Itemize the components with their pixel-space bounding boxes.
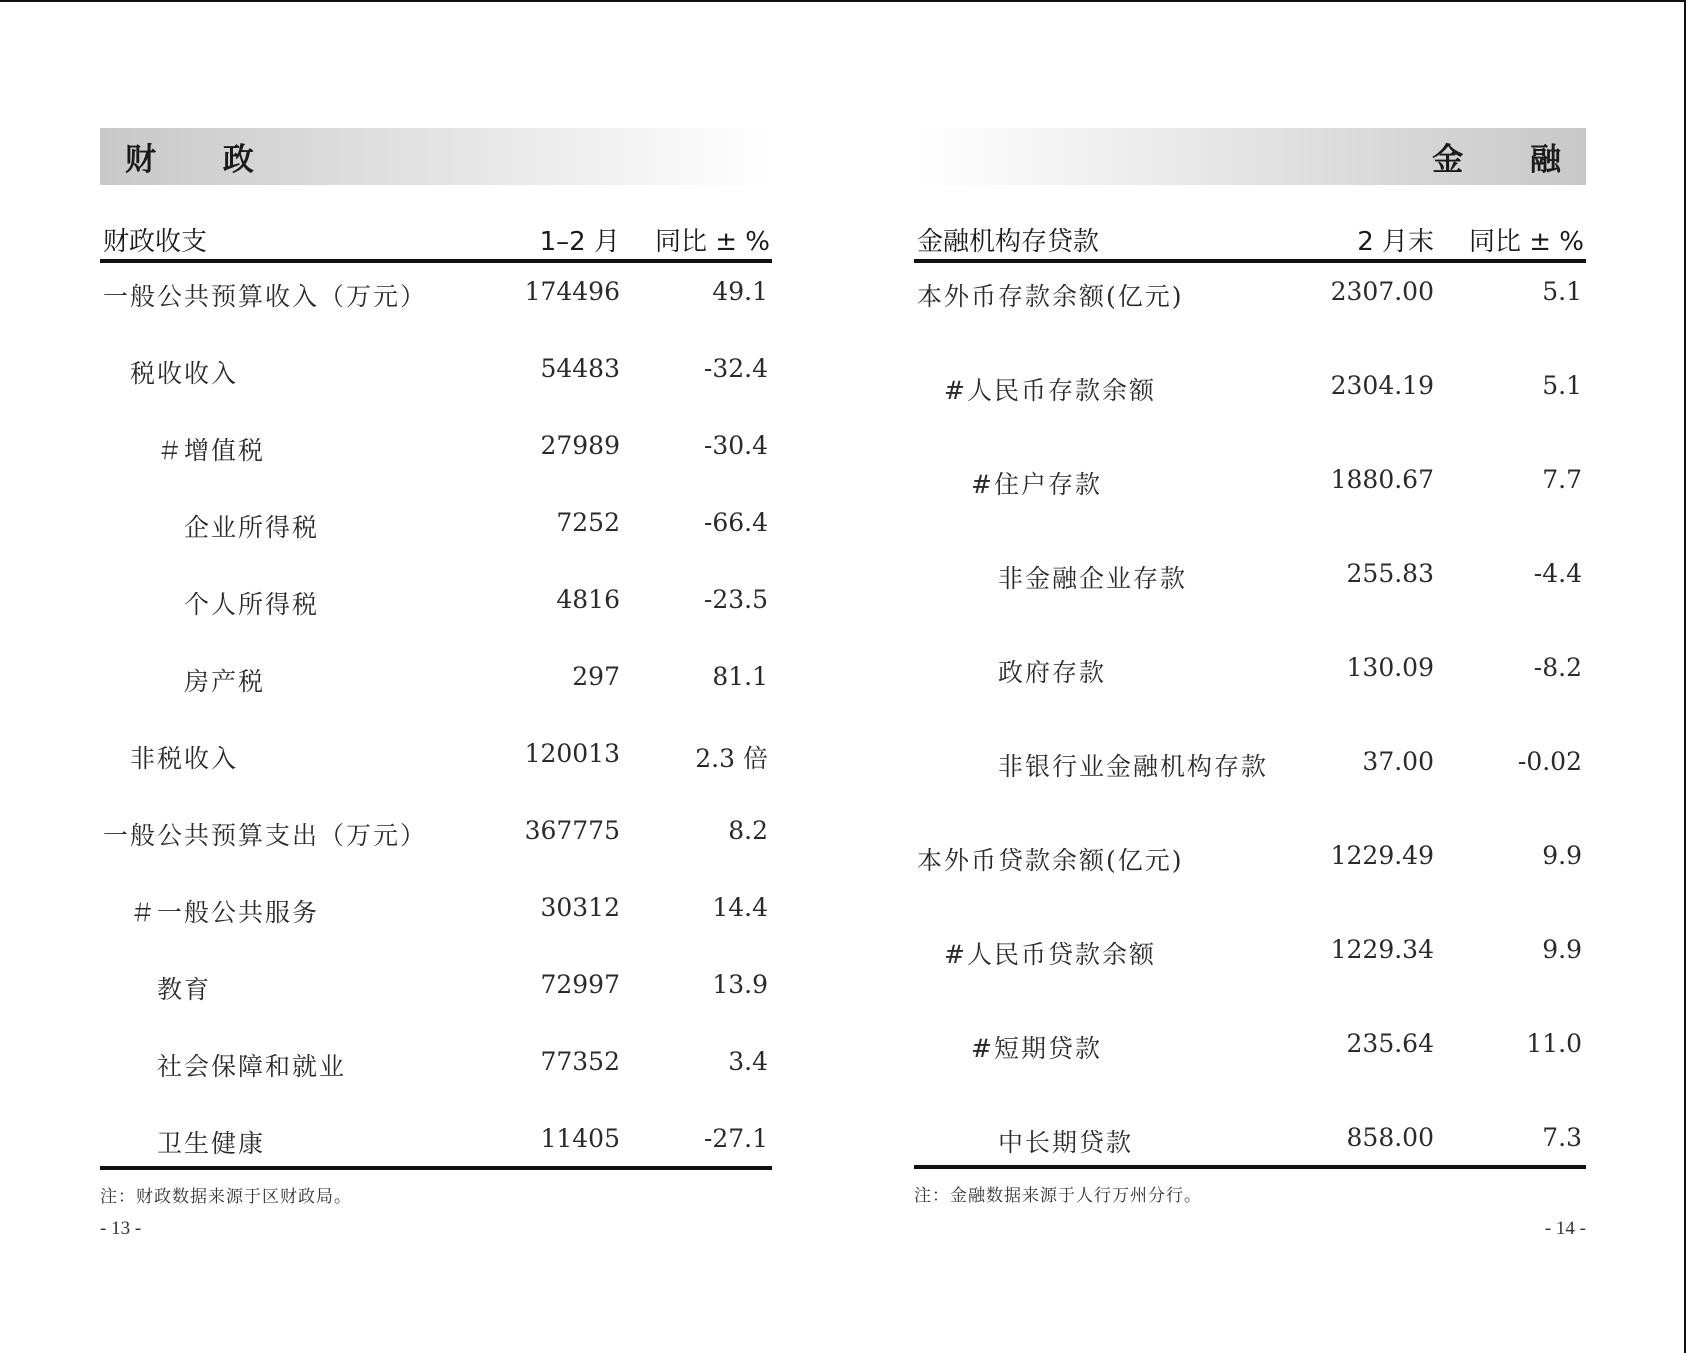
row-value: 2304.19 <box>1330 371 1434 400</box>
table-row <box>914 451 1586 545</box>
row-yoy: 7.3 <box>1542 1123 1582 1152</box>
fiscal-table-header <box>100 221 772 263</box>
row-label: 本外币贷款余额(亿元) <box>917 846 1184 875</box>
row-yoy: -30.4 <box>703 431 768 460</box>
row-label: 非税收入 <box>130 744 239 773</box>
table-row <box>100 725 772 802</box>
table-row <box>100 340 772 417</box>
page-number-left: - 13 - <box>100 1218 142 1239</box>
row-yoy: -8.2 <box>1533 653 1582 682</box>
finance-header-item: 金融机构存贷款 <box>917 227 1100 257</box>
table-row <box>100 802 772 879</box>
row-yoy: 9.9 <box>1542 841 1582 870</box>
finance-table-body <box>914 263 1586 1169</box>
row-label: 政府存款 <box>998 658 1107 687</box>
row-yoy: 7.7 <box>1542 465 1582 494</box>
table-row <box>100 879 772 956</box>
row-yoy: 3.4 <box>728 1047 768 1076</box>
row-yoy: 81.1 <box>712 662 768 691</box>
table-row <box>914 545 1586 639</box>
row-label: 一般公共预算收入（万元） <box>103 282 428 311</box>
page-number-right: - 14 - <box>1544 1218 1586 1239</box>
row-value: 37.00 <box>1362 747 1434 776</box>
row-label: 卫生健康 <box>157 1129 266 1158</box>
fiscal-section-title: 财 政 <box>125 142 282 178</box>
row-value: 7252 <box>556 508 620 537</box>
fiscal-panel <box>100 128 772 1207</box>
row-value: 27989 <box>540 431 620 460</box>
row-label: 本外币存款余额(亿元) <box>917 282 1184 311</box>
row-label: 非银行业金融机构存款 <box>998 752 1269 781</box>
row-label: 房产税 <box>184 667 266 696</box>
table-row <box>100 494 772 571</box>
row-label: 社会保障和就业 <box>157 1052 347 1081</box>
row-value: 255.83 <box>1346 559 1434 588</box>
finance-table-header <box>914 221 1586 263</box>
table-row <box>100 417 772 494</box>
table-row <box>914 357 1586 451</box>
row-yoy: 2.3 倍 <box>695 744 768 773</box>
row-value: 4816 <box>556 585 620 614</box>
row-label: ＃一般公共服务 <box>130 898 320 927</box>
row-yoy: 8.2 <box>728 816 768 845</box>
row-label: 企业所得税 <box>184 513 320 542</box>
row-label: #人民币贷款余额 <box>944 940 1156 969</box>
finance-section-banner <box>914 128 1589 185</box>
finance-panel <box>914 128 1589 1206</box>
table-row <box>914 1109 1586 1165</box>
row-yoy: -32.4 <box>703 354 768 383</box>
table-row <box>914 263 1586 357</box>
row-value: 235.64 <box>1346 1029 1434 1058</box>
row-label: ＃增值税 <box>157 436 266 465</box>
row-value: 72997 <box>540 970 620 999</box>
finance-header-yoy: 同比 ± % <box>1468 227 1584 257</box>
row-value: 54483 <box>540 354 620 383</box>
row-value: 11405 <box>540 1124 620 1153</box>
row-label: 教育 <box>157 975 212 1004</box>
row-yoy: 14.4 <box>712 893 768 922</box>
table-row <box>914 827 1586 921</box>
row-value: 1880.67 <box>1330 465 1434 494</box>
row-yoy: -66.4 <box>703 508 768 537</box>
finance-source-note: 注：金融数据来源于人行万州分行。 <box>914 1186 1202 1206</box>
row-yoy: -27.1 <box>703 1124 768 1153</box>
table-row <box>100 1033 772 1110</box>
row-yoy: -23.5 <box>703 585 768 614</box>
row-label: 税收收入 <box>130 359 239 388</box>
finance-header-period: 2 月末 <box>1357 227 1434 257</box>
row-yoy: 5.1 <box>1542 277 1582 306</box>
table-row <box>100 1110 772 1166</box>
fiscal-header-period: 1–2 月 <box>539 227 620 257</box>
row-value: 77352 <box>540 1047 620 1076</box>
table-row <box>100 648 772 725</box>
row-label: 一般公共预算支出（万元） <box>103 821 428 850</box>
row-yoy: 5.1 <box>1542 371 1582 400</box>
table-row <box>914 921 1586 1015</box>
fiscal-header-item: 财政收支 <box>103 227 208 257</box>
row-yoy: 11.0 <box>1526 1029 1582 1058</box>
row-value: 120013 <box>524 739 620 768</box>
row-label: #短期贷款 <box>971 1034 1102 1063</box>
table-row <box>100 263 772 340</box>
row-yoy: -0.02 <box>1517 747 1582 776</box>
table-row <box>100 956 772 1033</box>
fiscal-section-banner <box>100 128 772 185</box>
row-value: 30312 <box>540 893 620 922</box>
row-value: 174496 <box>524 277 620 306</box>
table-row <box>100 571 772 648</box>
fiscal-header-yoy: 同比 ± % <box>654 227 770 257</box>
fiscal-source-note: 注：财政数据来源于区财政局。 <box>100 1187 352 1207</box>
row-yoy: 49.1 <box>712 277 768 306</box>
row-label: 个人所得税 <box>184 590 320 619</box>
row-value: 1229.49 <box>1330 841 1434 870</box>
row-yoy: 9.9 <box>1542 935 1582 964</box>
fiscal-table-body <box>100 263 772 1170</box>
table-row <box>914 1015 1586 1109</box>
row-label: #人民币存款余额 <box>944 376 1156 405</box>
finance-section-title: 金 融 <box>1432 142 1589 178</box>
row-value: 1229.34 <box>1330 935 1434 964</box>
row-value: 2307.00 <box>1330 277 1434 306</box>
row-value: 130.09 <box>1346 653 1434 682</box>
row-value: 367775 <box>524 816 620 845</box>
row-label: 中长期贷款 <box>998 1128 1134 1157</box>
row-yoy: 13.9 <box>712 970 768 999</box>
top-border-line <box>0 0 1686 2</box>
table-row <box>914 733 1586 827</box>
row-label: 非金融企业存款 <box>998 564 1188 593</box>
row-value: 297 <box>572 662 620 691</box>
table-row <box>914 639 1586 733</box>
row-yoy: -4.4 <box>1533 559 1582 588</box>
row-value: 858.00 <box>1346 1123 1434 1152</box>
row-label: #住户存款 <box>971 470 1102 499</box>
